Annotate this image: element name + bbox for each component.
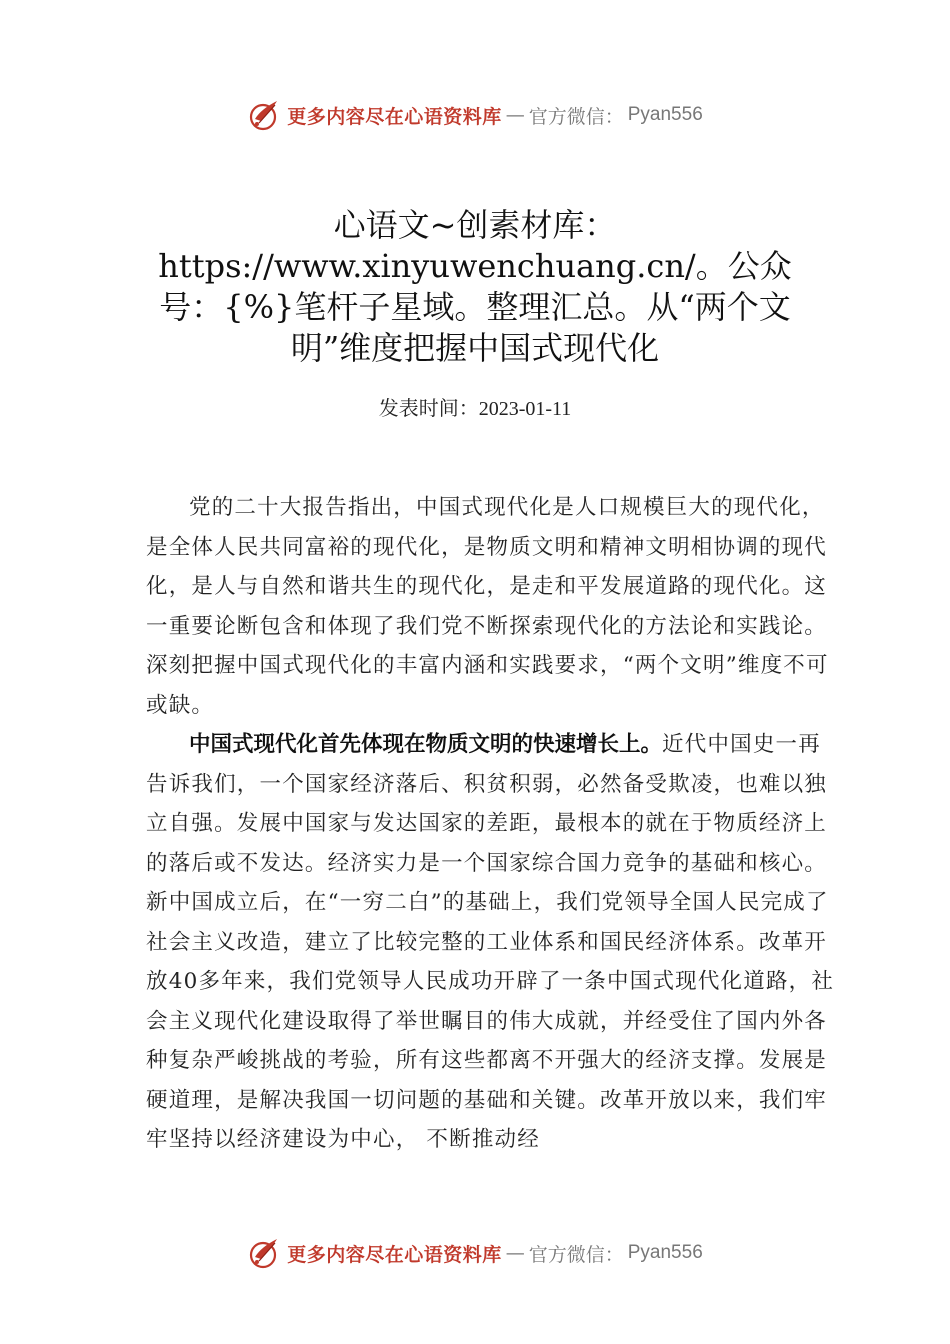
publish-date-value: 2023-01-11 bbox=[478, 398, 572, 420]
banner-slogan: 更多内容尽在心语资料库 bbox=[287, 105, 502, 128]
paragraph-2-text: 近代中国史一再告诉我们，一个国家经济落后、积贫积弱，必然备受欺凌，也难以独立自强。发展中国家与发达国家的差距，最根本的就在于物质经济上的落后或不发达。经济实力是一个国家综合国力竞争的基础和核心。新中国成立后，在“一穷二白”的基础上，我们党领导全国人民完成了社会主义改造，建立了比较完整的工业体系和国民经济体系。改革开放40多年来，我们党领导人民成功开辟了一条中国式现代化道路，社会主义现代化建设取得了举世瞩目的伟大成就，并经受住了国内外各种复杂严峻挑战的考验，所有这些都离不开强大的经济支撑。发展是硬道理，是解决我国一切问题的基础和关键。改革开放以来，我们牢牢坚持以经济建设为中心， 不断推动经 bbox=[146, 732, 835, 1152]
quill-circle-icon bbox=[247, 97, 283, 133]
footer-banner bbox=[0, 1233, 950, 1273]
banner-wechat-label: 官方微信： bbox=[528, 105, 624, 128]
article-body bbox=[146, 488, 836, 1160]
header-banner bbox=[0, 95, 950, 135]
publish-date-label: 发表时间： bbox=[378, 396, 479, 420]
footer-dash: — bbox=[505, 1242, 525, 1264]
banner-dash: — bbox=[505, 104, 525, 126]
footer-slogan: 更多内容尽在心语资料库 bbox=[287, 1243, 502, 1266]
paragraph-2 bbox=[146, 725, 836, 1160]
paragraph-2-lead: 中国式现代化首先体现在物质文明的快速增长上。 bbox=[189, 732, 663, 757]
footer-wechat-id: Pyan556 bbox=[627, 1242, 703, 1263]
publish-date bbox=[0, 392, 950, 421]
paragraph-1: 党的二十大报告指出，中国式现代化是人口规模巨大的现代化，是全体人民共同富裕的现代化，是物质文明和精神文明相协调的现代化，是人与自然和谐共生的现代化，是走和平发展道路的现代化。这一重要论断包含和体现了我们党不断探索现代化的方法论和实践论。深刻把握中国式现代化的丰富内涵和实践要求，“两个文明”维度不可或缺。 bbox=[146, 495, 829, 718]
quill-circle-icon bbox=[247, 1235, 283, 1271]
article-title: 心语文~创素材库：https://www.xinyuwenchuang.cn/。公众号：{%}笔杆子星域。整理汇总。从“两个文明”维度把握中国式现代化 bbox=[158, 206, 792, 367]
banner-wechat-id: Pyan556 bbox=[627, 104, 703, 125]
footer-wechat-label: 官方微信： bbox=[528, 1243, 624, 1266]
